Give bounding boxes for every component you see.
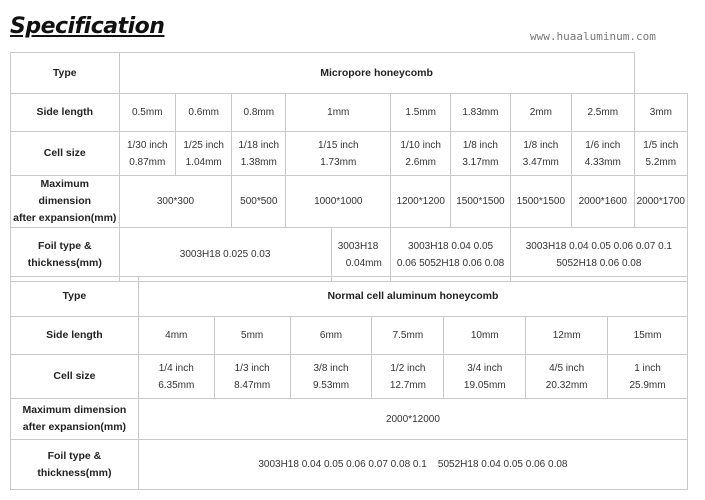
side-length-label: Side length [11, 94, 120, 132]
cell-size-cell: 1/5 inch 5.2mm [634, 132, 687, 176]
max-dimension-cell: 1200*1200 [391, 176, 451, 228]
side-length-cell: 0.5mm [119, 94, 175, 132]
type-label: Type [11, 53, 120, 94]
cell-size-cell: 1/18 inch 1.38mm [232, 132, 286, 176]
foil-type-cell: 3003H18 0.04 0.05 0.06 5052H18 0.06 0.08 [391, 228, 510, 282]
foil-type-row [11, 440, 688, 490]
micropore-spec-table [10, 52, 688, 282]
foil-type-cell: 3003H18 0.04mm [331, 228, 391, 282]
cell-size-cell: 1 inch 25.9mm [608, 355, 688, 399]
max-dimension-cell: 2000*1600 [571, 176, 634, 228]
max-dimension-cell: 1500*1500 [451, 176, 511, 228]
cell-size-cell: 1/10 inch 2.6mm [391, 132, 451, 176]
side-length-cell: 1.83mm [451, 94, 511, 132]
cell-size-cell: 3/8 inch 9.53mm [290, 355, 372, 399]
cell-size-cell: 4/5 inch 20.32mm [526, 355, 608, 399]
cell-size-cell: 1/8 inch 3.47mm [510, 132, 571, 176]
page-title: Specification [10, 14, 165, 39]
website-watermark: www.huaaluminum.com [530, 30, 656, 43]
cell-size-cell: 1/4 inch 6.35mm [138, 355, 214, 399]
cell-size-cell: 1/15 inch 1.73mm [286, 132, 391, 176]
foil-type-cell: 3003H18 0.04 0.05 0.06 0.07 0.08 0.1 5052H18 0.04 0.05 0.06 0.08 [138, 440, 687, 490]
side-length-cell: 12mm [526, 317, 608, 355]
side-length-cell: 0.6mm [175, 94, 231, 132]
cell-size-row [11, 355, 688, 399]
type-row [11, 277, 688, 317]
cell-size-cell: 1/30 inch 0.87mm [119, 132, 175, 176]
max-dimension-cell: 2000*1700 [634, 176, 687, 228]
type-value: Micropore honeycomb [119, 53, 634, 94]
side-length-cell: 1.5mm [391, 94, 451, 132]
side-length-cell: 1mm [286, 94, 391, 132]
type-row [11, 53, 688, 94]
cell-size-cell: 1/8 inch 3.17mm [451, 132, 511, 176]
side-length-row [11, 94, 688, 132]
type-label: Type [11, 277, 139, 317]
cell-size-cell: 1/25 inch 1.04mm [175, 132, 231, 176]
max-dimension-label: Maximum dimension after expansion(mm) [11, 399, 139, 440]
side-length-cell: 7.5mm [372, 317, 444, 355]
max-dimension-cell: 1000*1000 [286, 176, 391, 228]
foil-type-row [11, 228, 688, 282]
side-length-cell: 15mm [608, 317, 688, 355]
cell-size-cell: 1/2 inch 12.7mm [372, 355, 444, 399]
max-dimension-cell: 2000*12000 [138, 399, 687, 440]
cell-size-row [11, 132, 688, 176]
foil-type-cell: 3003H18 0.025 0.03 [119, 228, 331, 282]
cell-size-cell: 1/6 inch 4.33mm [571, 132, 634, 176]
max-dimension-row [11, 176, 688, 228]
type-value: Normal cell aluminum honeycomb [138, 277, 687, 317]
foil-type-label: Foil type & thickness(mm) [11, 228, 120, 282]
side-length-label: Side length [11, 317, 139, 355]
side-length-cell: 5mm [214, 317, 290, 355]
foil-type-cell: 3003H18 0.04 0.05 0.06 0.07 0.1 5052H18 0.06 0.08 [510, 228, 687, 282]
max-dimension-label: Maximum dimension after expansion(mm) [11, 176, 120, 228]
side-length-cell: 0.8mm [232, 94, 286, 132]
max-dimension-cell: 300*300 [119, 176, 232, 228]
max-dimension-row [11, 399, 688, 440]
cell-size-cell: 1/3 inch 8.47mm [214, 355, 290, 399]
foil-type-label: Foil type & thickness(mm) [11, 440, 139, 490]
max-dimension-cell: 1500*1500 [510, 176, 571, 228]
cell-size-label: Cell size [11, 355, 139, 399]
side-length-cell: 3mm [634, 94, 687, 132]
side-length-cell: 6mm [290, 317, 372, 355]
cell-size-label: Cell size [11, 132, 120, 176]
normal-cell-spec-table [10, 276, 688, 490]
side-length-cell: 2.5mm [571, 94, 634, 132]
side-length-cell: 10mm [444, 317, 526, 355]
cell-size-cell: 3/4 inch 19.05mm [444, 355, 526, 399]
side-length-cell: 2mm [510, 94, 571, 132]
side-length-cell: 4mm [138, 317, 214, 355]
side-length-row [11, 317, 688, 355]
max-dimension-cell: 500*500 [232, 176, 286, 228]
